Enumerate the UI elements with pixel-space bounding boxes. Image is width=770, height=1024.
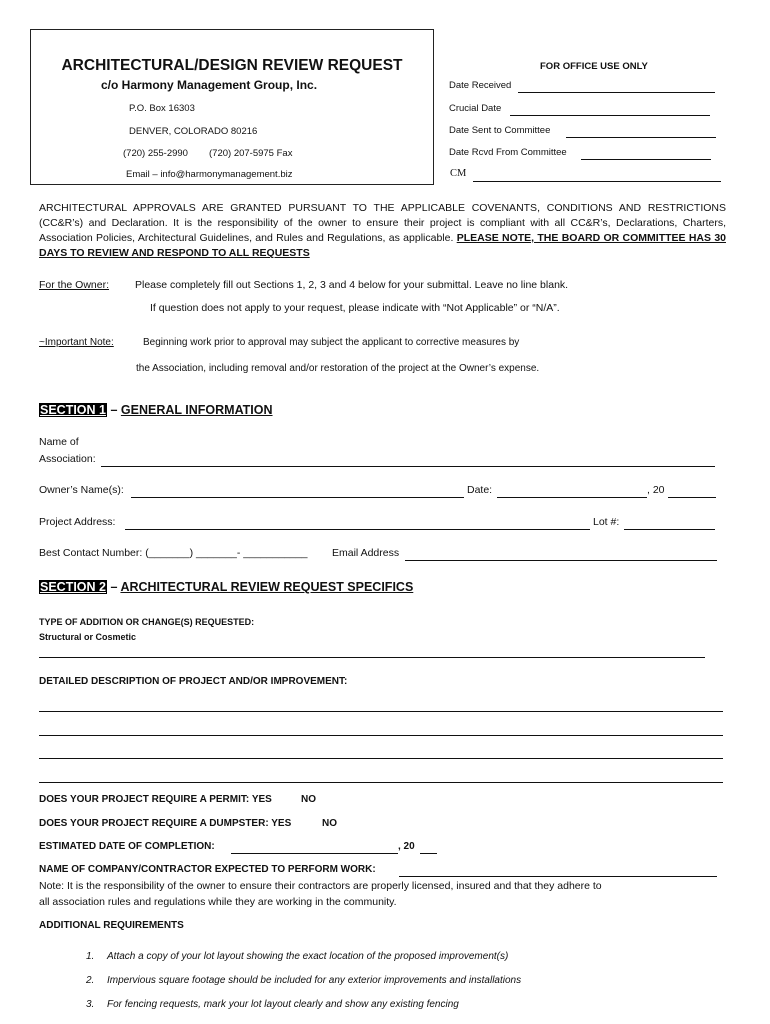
description-line-1[interactable] xyxy=(39,710,723,712)
intro-text: ARCHITECTURAL APPROVALS ARE GRANTED PURSUANT TO THE APPLICABLE COVENANTS, CONDITIONS AND RESTRICTIONS (CC&R’s) and Declaration. It is the responsibility of the owner to ensure their project is compliant with all CC&R’s, Declarations, Charters, Association Policies, Architectural Guidelines, and Rules and Regulations, as applicable. xyxy=(39,202,726,244)
fax: (720) 207-5975 Fax xyxy=(209,148,293,159)
section2-number: SECTION 2 xyxy=(40,580,106,594)
dumpster-question: DOES YOUR PROJECT REQUIRE A DUMPSTER: YES xyxy=(39,818,292,829)
company-name: c/o Harmony Management Group, Inc. xyxy=(101,78,318,92)
project-address-field[interactable] xyxy=(125,528,590,530)
contact-number-label: Best Contact Number: (_______) _______- ___________ xyxy=(39,547,308,559)
date-received-label: Date Received xyxy=(449,80,512,91)
date-sent-line[interactable] xyxy=(566,136,716,138)
completion-year-field[interactable] xyxy=(420,852,437,854)
date-sent-label: Date Sent to Committee xyxy=(449,125,551,136)
date-rcvd-label: Date Rcvd From Committee xyxy=(449,147,567,158)
lot-field[interactable] xyxy=(624,528,715,530)
important-line1: Beginning work prior to approval may subject the applicant to corrective measures by xyxy=(143,337,520,348)
association-field[interactable] xyxy=(101,465,715,467)
crucial-date-line[interactable] xyxy=(510,114,710,116)
owner-line1: Please completely fill out Sections 1, 2, 3 and 4 below for your submittal. Leave no line blank. xyxy=(135,279,569,291)
important-line2: the Association, including removal and/or restoration of the project at the Owner’s expense. xyxy=(136,363,540,374)
form-title: ARCHITECTURAL/DESIGN REVIEW REQUEST xyxy=(61,57,403,74)
owner-line2: If question does not apply to your request, please indicate with “Not Applicable” or “N/A”. xyxy=(150,302,560,314)
name-of-label: Name of xyxy=(39,436,79,448)
city-line: DENVER, COLORADO 80216 xyxy=(129,126,258,137)
permit-question: DOES YOUR PROJECT REQUIRE A PERMIT: YES xyxy=(39,794,272,805)
owners-name-label: Owner’s Name(s): xyxy=(39,484,124,496)
association-label: Association: xyxy=(39,453,96,465)
email-line: Email – info@harmonymanagement.biz xyxy=(126,169,293,180)
po-box: P.O. Box 16303 xyxy=(129,103,195,114)
cm-label: CM xyxy=(450,168,467,179)
date-received-line[interactable] xyxy=(518,91,715,93)
owner-label: For the Owner: xyxy=(39,279,110,291)
phone: (720) 255-2990 xyxy=(123,148,188,159)
header-box xyxy=(30,29,434,185)
section1-number: SECTION 1 xyxy=(40,403,106,417)
type-field[interactable] xyxy=(39,656,705,658)
additional-heading: ADDITIONAL REQUIREMENTS xyxy=(39,920,184,931)
crucial-date-label: Crucial Date xyxy=(449,103,502,114)
year-field[interactable] xyxy=(668,496,716,498)
contractor-label: NAME OF COMPANY/CONTRACTOR EXPECTED TO PERFORM WORK: xyxy=(39,864,376,875)
year-prefix: , 20 xyxy=(647,484,665,496)
requirement-3-text: For fencing requests, mark your lot layout clearly and show any existing fencing xyxy=(107,999,459,1010)
dumpster-no[interactable]: NO xyxy=(322,818,337,829)
important-label: ~Important Note: xyxy=(39,337,114,348)
owners-name-field[interactable] xyxy=(131,496,464,498)
completion-year-prefix: , 20 xyxy=(398,841,415,852)
requirement-2-num: 2. xyxy=(86,975,95,986)
lot-label: Lot #: xyxy=(593,516,620,528)
type-label: TYPE OF ADDITION OR CHANGE(S) REQUESTED: xyxy=(39,617,255,627)
section1-title: GENERAL INFORMATION xyxy=(120,403,273,417)
project-address-label: Project Address: xyxy=(39,516,116,528)
intro-paragraph xyxy=(39,201,726,261)
date-field[interactable] xyxy=(497,496,647,498)
office-heading: FOR OFFICE USE ONLY xyxy=(540,61,648,72)
requirement-1-num: 1. xyxy=(86,951,95,962)
description-label: DETAILED DESCRIPTION OF PROJECT AND/OR IMPROVEMENT: xyxy=(39,676,348,687)
date-label: Date: xyxy=(467,484,493,496)
contractor-note-2: all association rules and regulations while they are working in the community. xyxy=(39,896,397,908)
section2-title: ARCHITECTURAL REVIEW REQUEST SPECIFICS xyxy=(120,580,414,594)
completion-label: ESTIMATED DATE OF COMPLETION: xyxy=(39,841,215,852)
type-sub: Structural or Cosmetic xyxy=(39,632,137,642)
requirement-1-text: Attach a copy of your lot layout showing the exact location of the proposed improvement(s) xyxy=(107,951,509,962)
description-line-2[interactable] xyxy=(39,734,723,736)
requirement-3-num: 3. xyxy=(86,999,95,1010)
section1-heading: SECTION 1 – GENERAL INFORMATION xyxy=(40,403,273,417)
email-address-field[interactable] xyxy=(405,559,717,561)
permit-no[interactable]: NO xyxy=(301,794,316,805)
date-rcvd-line[interactable] xyxy=(581,158,711,160)
review-notice: PLEASE NOTE, THE BOARD OR COMMITTEE HAS 30 DAYS TO REVIEW AND RESPOND TO ALL REQUESTS xyxy=(39,232,726,259)
completion-field[interactable] xyxy=(231,852,398,854)
description-line-4[interactable] xyxy=(39,781,723,783)
contractor-note-1: Note: It is the responsibility of the owner to ensure their contractors are properly licensed, insured and that they adhere to xyxy=(39,880,602,892)
cm-line[interactable] xyxy=(473,180,721,182)
section2-heading: SECTION 2 – ARCHITECTURAL REVIEW REQUEST SPECIFICS xyxy=(40,580,414,594)
contractor-field[interactable] xyxy=(399,875,717,877)
requirement-2-text: Impervious square footage should be included for any exterior improvements and installations xyxy=(107,975,522,986)
description-line-3[interactable] xyxy=(39,757,723,759)
email-address-label: Email Address xyxy=(332,547,400,559)
